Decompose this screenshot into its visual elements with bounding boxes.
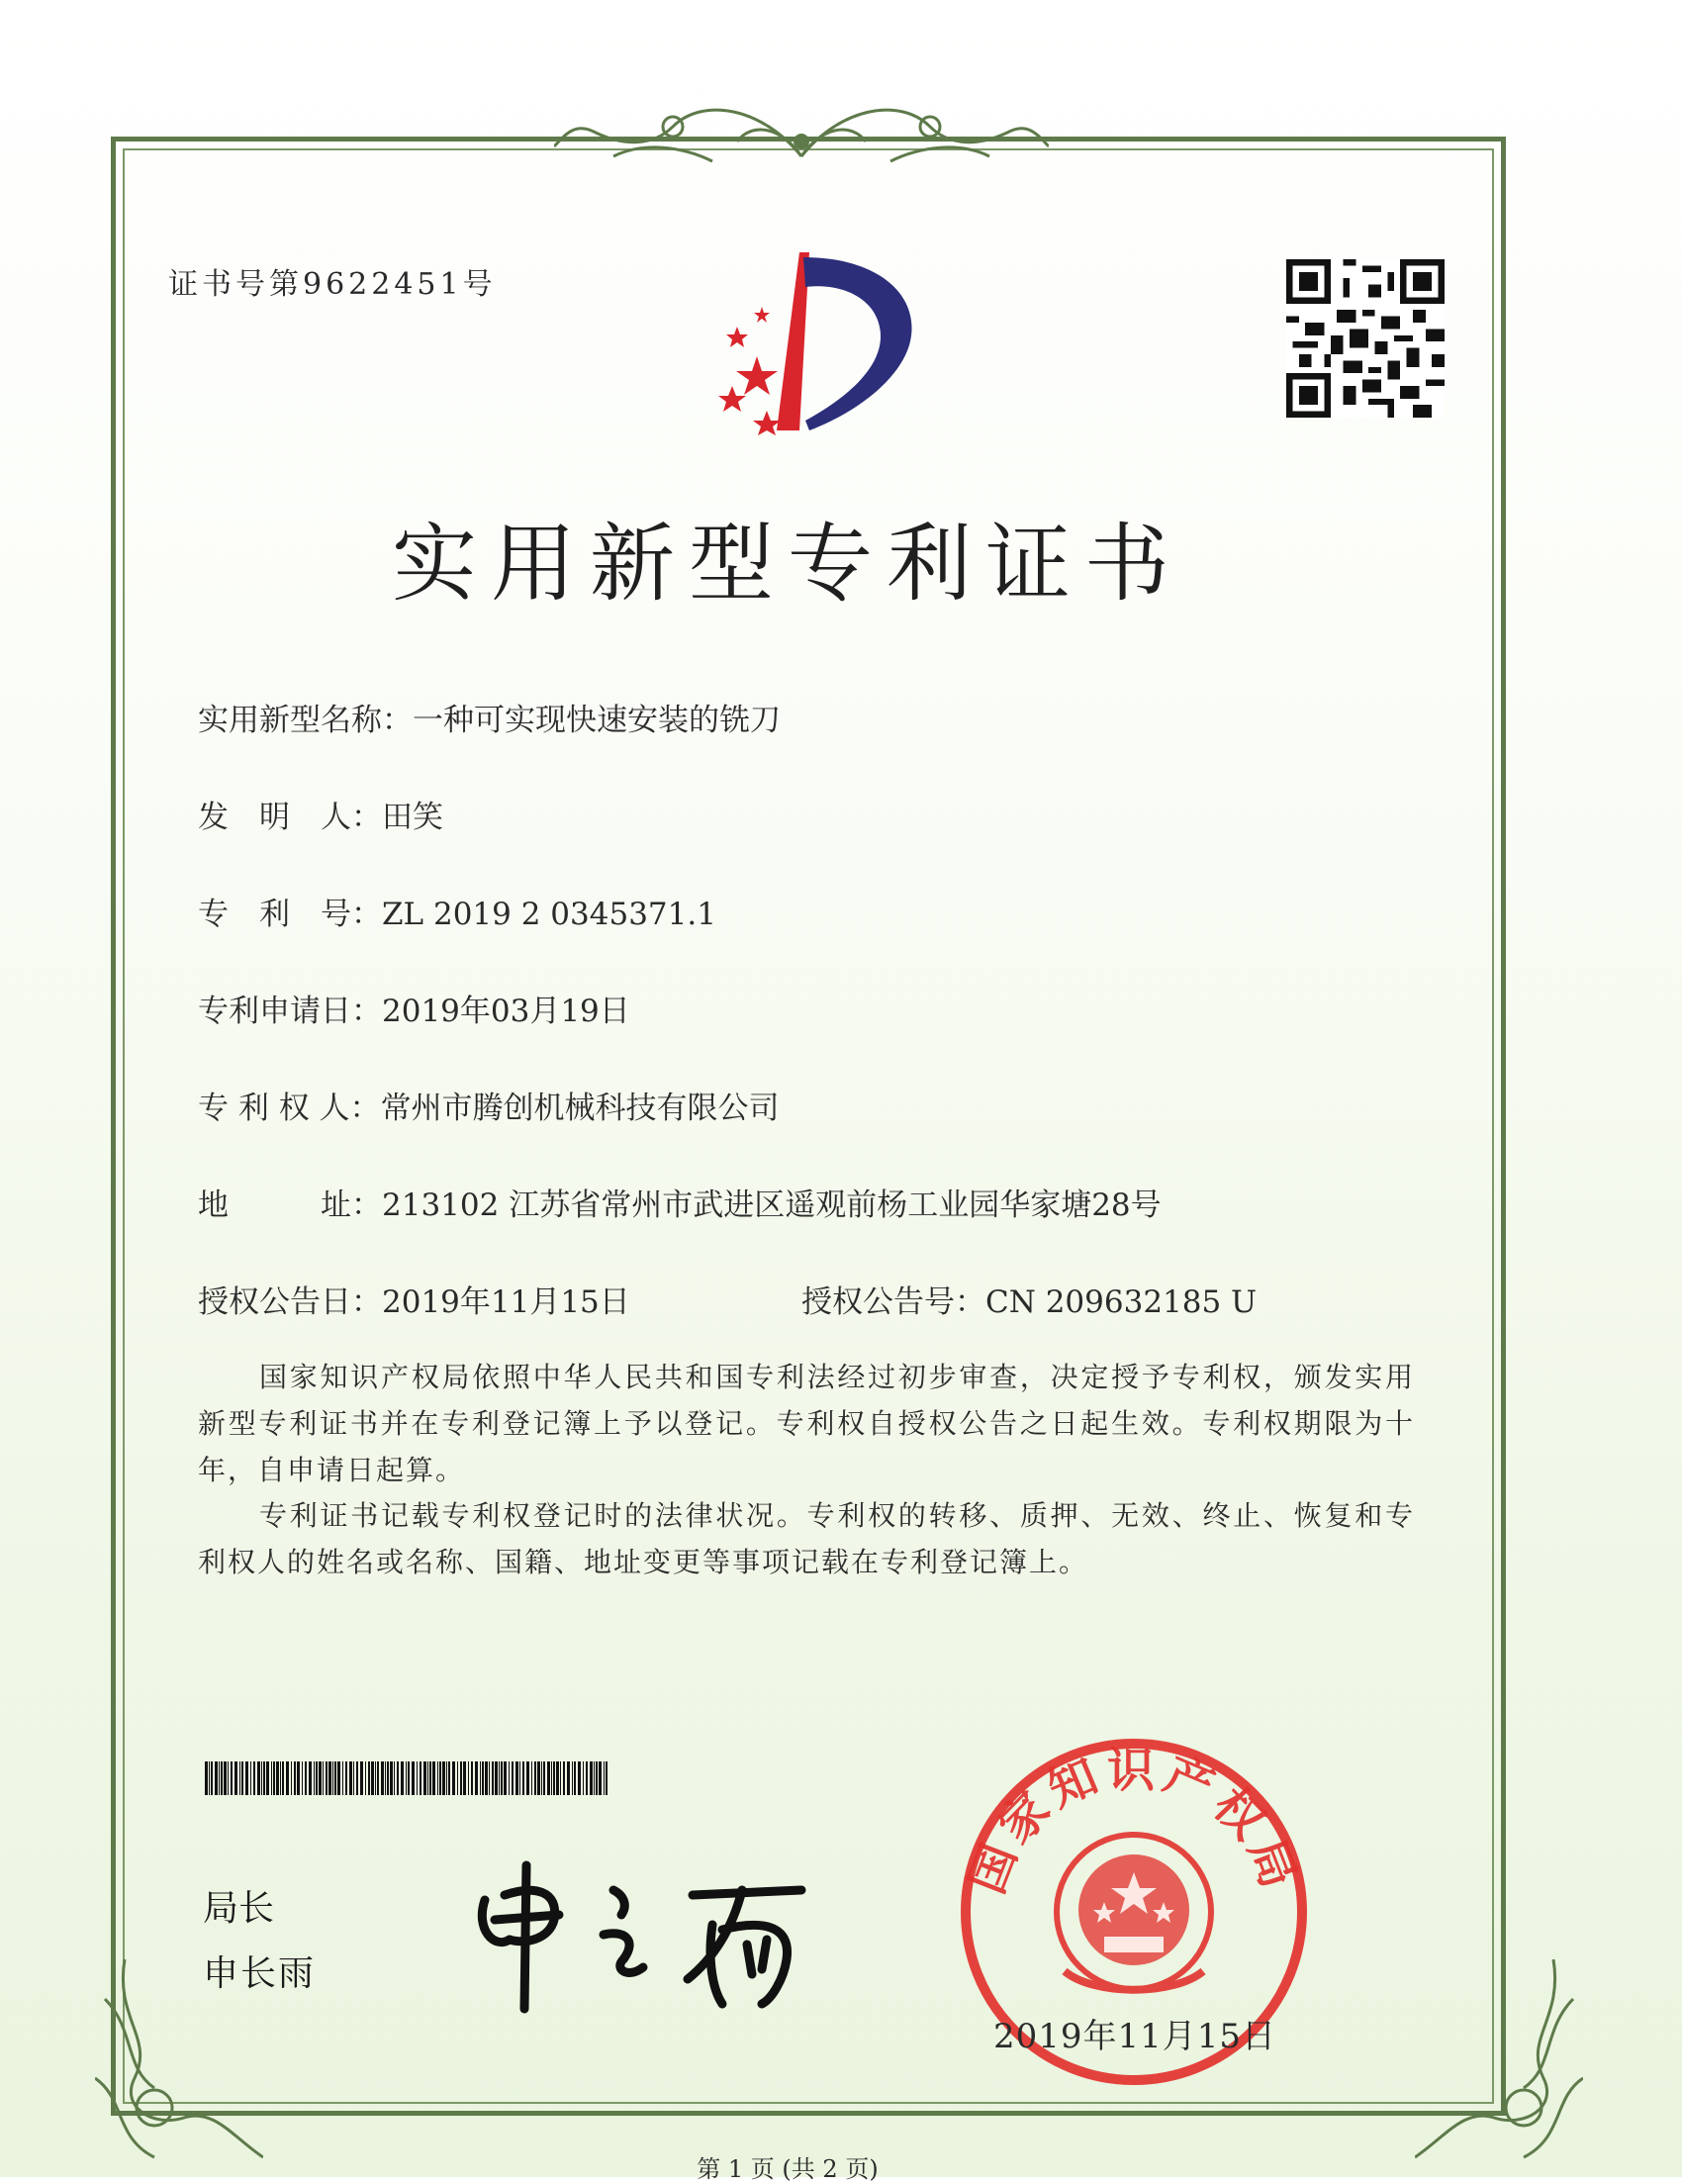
page-number: 第 1 页 (共 2 页) <box>697 2155 879 2183</box>
director-title: 局长 <box>203 1888 275 1929</box>
field-patentee <box>198 1083 780 1127</box>
top-ornament-icon <box>554 87 1049 176</box>
seal-date: 2019年11月15日 <box>993 2017 1277 2056</box>
director-name: 申长雨 <box>203 1953 317 1994</box>
field-grant-number <box>801 1277 1257 1321</box>
field-value: 2019年11月15日 <box>382 1284 630 1320</box>
certificate-number: 证书号第9622451号 <box>168 267 497 302</box>
field-label: 发 明 人： <box>198 800 382 835</box>
field-value: 一种可实现快速安装的铣刀 <box>413 703 781 738</box>
field-address <box>198 1180 1162 1224</box>
field-label: 实用新型名称： <box>198 703 413 738</box>
certificate-title: 实用新型专利证书 <box>392 515 1183 614</box>
cnipa-logo-icon <box>683 247 930 435</box>
field-label: 授权公告号： <box>801 1284 985 1320</box>
qr-code-icon <box>1286 259 1445 418</box>
field-utility-model-name <box>198 695 781 739</box>
field-label: 授权公告日： <box>198 1284 382 1320</box>
field-value: 2019年03月19日 <box>382 994 630 1029</box>
handwritten-signature-icon <box>465 1841 821 2019</box>
field-label: 专利申请日： <box>198 994 382 1029</box>
corner-ornament-icon <box>1415 1959 1583 2167</box>
field-label: 专 利 号： <box>198 897 382 932</box>
field-value: 常州市腾创机械科技有限公司 <box>380 1091 780 1126</box>
barcode-icon <box>205 1761 610 1795</box>
field-application-date <box>198 986 630 1030</box>
field-label: 地 址： <box>198 1187 382 1223</box>
body-paragraph: 专利证书记载专利权登记时的法律状况。专利权的转移、质押、无效、终止、恢复和专利权人的姓名或名称、国籍、地址变更等事项记载在专利登记簿上。 <box>198 1499 1415 1578</box>
body-paragraph: 国家知识产权局依照中华人民共和国专利法经过初步审查，决定授予专利权，颁发实用新型专利证书并在专利登记簿上予以登记。专利权自授权公告之日起生效。专利权期限为十年，自申请日起算。 <box>198 1361 1415 1486</box>
field-value: ZL 2019 2 0345371.1 <box>382 897 716 932</box>
field-value: 田笑 <box>382 800 443 835</box>
field-patent-number <box>198 889 716 933</box>
field-label: 专 利 权 人： <box>198 1091 381 1126</box>
field-grant-date <box>198 1277 630 1321</box>
field-value: CN 209632185 U <box>985 1284 1258 1320</box>
field-inventor <box>198 792 443 836</box>
field-value: 213102 江苏省常州市武进区遥观前杨工业园华家塘28号 <box>382 1187 1162 1223</box>
seal-text: 国家知识产权局 <box>959 1743 1309 1901</box>
